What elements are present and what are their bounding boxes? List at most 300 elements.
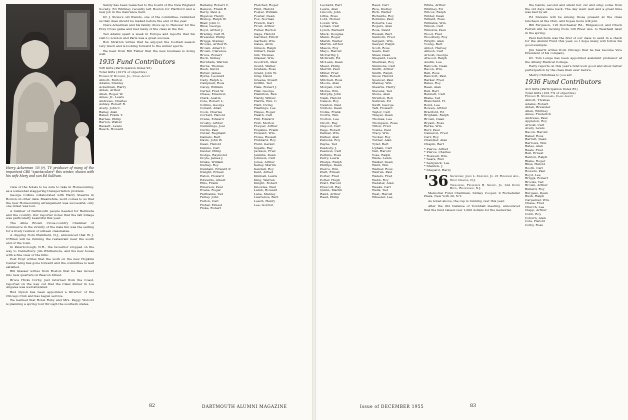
fund-subtitle2-1935: Total Gifts (101% of objective) [99,70,147,75]
contributor-name: Kent, Alfred [254,171,273,175]
class-treasurer: Treasurer, Frederick B. Seelye, Jr. 124 Upper Blvd., Ridgewood, N.J. [449,182,520,191]
contributor-name: Norris, Wm. [320,114,340,118]
contributor-name: Bullard, Roy [525,188,545,192]
contributor-name: Vail, Harold [372,150,391,154]
contributor-name: Platt, Ernest [320,171,340,175]
contributor-name: Payne, Ted [320,142,337,146]
contributor-name: Tyler, Bert [372,142,389,146]
contributor-name: Benton, Ralph [525,155,548,159]
contributor-name: Little, Ross [320,14,338,18]
fund-subtitle-1936: 413 Gifts (Participation Index 85) [525,86,578,91]
contributor-name: Simmons, Carl [372,64,396,68]
contributor-name: Crane, Edward [200,118,224,121]
right-page-number: 83 [470,404,477,409]
fund-names-1936 [525,99,622,227]
contributor-name: Abbott, Burton [99,78,123,82]
contributor-name: Arnold, George [424,53,448,57]
contributor-name: Cady, Ralph A. [200,78,223,82]
contributor-name: Warren, Paul [372,171,393,175]
contributor-name: Campbell, Ross [200,82,225,86]
contributor-name: Warner, Ross [372,167,393,171]
fund-subtitle2-1936: Total Gifts (102.7% of objective) [525,90,576,95]
paragraph: Clare Ackerman and his family drove up to Hanover for the Holy Cross game and met many of the class at the Inn. [99,23,195,32]
contributor-name: Howe, Russell [254,135,277,139]
left-col2-text [99,4,195,57]
contributor-name: Morse, Wm. [320,89,339,93]
contributor-name: Bigelow, Henry [200,14,224,18]
contributor-name: Burke, Wm. [424,125,443,129]
class-officers [450,174,520,190]
contributor-name: Young, Bert [424,43,443,47]
contributor-name: Leach, Henry [254,199,276,203]
contributor-name: Brooks, Arthur B. [200,43,228,47]
contributor-name: Bowen, Arthur [424,107,447,111]
contributor-name: Hopkins, Frank [254,128,279,132]
contributor-name: Thomas, Lee [372,118,392,121]
contributor-name: Glasser, Wm. [254,57,275,61]
contributor-name: Clapp, Arthur [525,209,547,213]
contributor-name: Upham, Carl [372,146,393,150]
contributor-name: Barton, Walter [99,121,122,125]
contributor-name: Noble, Frank [320,110,341,114]
contributor-name: Bliss, George [200,25,221,29]
contributor-name: Willard, Ross [424,18,445,22]
contributor-name: Corbett, Harold [200,114,225,118]
contributor-name: * Pierce, Alfred [424,147,449,151]
contributor-name: Brooks, Ted [525,180,544,184]
fund-heading-1936: 1936 Fund Contributors [525,79,602,87]
paragraph: Jim Swartz writes from Chicago that he has become Vice President of his company. [525,47,622,56]
contributor-name: Ellis, Frank [200,182,219,186]
contributor-name: Gibson, Ralph [254,46,277,50]
contributor-name: Blake, Roger [525,159,546,163]
contributor-name: Tracy, Wm. [372,132,390,136]
contributor-name: Cook, Charles [200,110,223,114]
contributor-name: Kelley, Martin [254,164,276,168]
contributor-name: Burgess, Dean [525,191,548,195]
contributor-name: Burr, Paul [424,128,440,132]
contributor-name: Briggs, Stanley [200,39,225,43]
contributor-name: Mead, Philip [320,64,340,68]
contributor-name: Lyman, Carl [320,25,340,29]
contributor-name: Winslow, Paul [424,28,446,32]
contributor-name: Bates, Alan [525,145,543,149]
contributor-name: Butler, James [200,71,221,75]
contributor-name: Bishop, Ralph W. [200,18,227,22]
contributor-name: Dodge, Raymond [200,153,227,157]
contributor-name: Chapin, Bert [424,142,444,146]
contributor-name: Hooper, Arthur [254,125,278,129]
contributor-name: Lovell, Wm. [320,21,339,25]
contributor-name: Carpenter, Wm. [525,198,550,202]
contributor-name: Marsh, Walter [320,39,343,43]
contributor-name: Dwight, Ernest [200,171,224,175]
name-list-right-a [320,4,368,200]
contributor-name: Andrews, Paul [525,116,548,120]
contributor-name: Andrews, Charles [99,99,127,103]
contributor-name: Nichols, Dean [320,107,342,111]
paragraph: As noted above, the cup is running over this year. [428,199,505,204]
contributor-name: Bennett, Carl [424,93,446,97]
contributor-name: Booth, Carl [525,166,543,170]
contributor-name: Kimball, Lewis [254,175,278,178]
contributor-name: Osgood, Carl [320,125,341,129]
class-secretary: Secretary, John L. Sweeney, Jr. 21 Ridgeway Ave., West Orange, N.J. [449,174,520,183]
contributor-name: Gilbert, Dean [254,50,276,54]
contributor-name: Fiske, Robert [200,207,222,211]
paragraph: After the Old Defense of Townhall meeting, announced that the fund raised over 1,000 dollars for the memorial. [424,203,520,212]
contributor-name: Ames, Frederick [525,113,551,117]
right-column-3 [525,4,622,402]
contributor-name: Woodbury, Roy [424,36,448,40]
left-col1-text [6,186,94,307]
class-notes-36 [424,192,520,212]
contributor-name: Frost, Arthur [254,25,275,29]
contributor-name: Eaton, Howard [200,175,224,178]
contributor-name: Pierce, Wm. [320,167,340,171]
contributor-name: Rogers, Alan [372,25,393,29]
contributor-name: Brewster, Philip [200,36,226,40]
contributor-name: Pearson, Carl [320,150,342,154]
contributor-name: Goodrich, Paul [254,61,278,64]
contributor-name: Ball, Ross [424,71,440,75]
contributor-name: Allison, Carl [424,50,444,54]
contributor-name: Spencer, Paul [372,78,394,82]
page-gutter [312,0,316,420]
contributor-name: West, Harold [372,192,393,196]
contributor-name: Swift, George [372,103,394,107]
contributor-name: Blake, Ted [424,96,441,100]
contributor-name: Snow, Harold [372,75,394,79]
contributor-name: Conant, Allan [200,107,222,111]
right-running-head: Issue of DECEMBER 1955 [360,404,424,409]
contributor-name: Dunham, Edward P. [200,167,231,171]
contributor-name: Cameron, Fred [424,132,448,136]
contributor-name: Rice, Dudley [372,7,392,11]
contributor-name: Blanchard, H. [424,100,446,104]
contributor-name: Perkins, Ross [320,153,342,157]
contributor-name: Wood, Fred [424,32,443,36]
contributor-name: Boyd, Arthur J. [200,28,224,32]
contributor-name: Coburn, Alan [525,216,546,220]
contributor-name: Doyle, James J. [200,157,224,161]
contributor-name: Howard, Wm. [254,132,276,136]
contributor-name: Avery, Lewis [525,127,545,131]
contributor-name: Gill, Thomas [254,53,274,57]
contributor-name: Blair, John C. [200,21,221,25]
contributor-name: Jenkins, Dean [254,153,276,157]
contributor-name: Mason, Roy [320,46,339,50]
contributor-name: Allen, Roger W. [99,92,124,96]
contributor-name: Bradford, Ed [424,110,445,114]
right-column-2 [424,4,520,402]
contributor-name: Smith, Ralph [372,71,393,75]
contributor-name: Carr, Roy [424,135,439,139]
name-list-right-c [424,4,520,147]
contributor-name: Hastings, Lee [254,107,276,111]
contributor-name: Lincoln, John [320,11,341,15]
contributor-name: Weeks, Carl [372,185,391,189]
contributor-name: Peabody, J. [320,146,337,150]
contributor-name: Adams, Robert [525,102,549,106]
paragraph: Bud Dyson has been appointed a Director of the Chicago Club and has begun service. [6,289,94,298]
contributor-name: Brigham, Ralph [424,114,449,118]
contributor-name: Cole, Harold [525,220,545,224]
contributor-name: Mitchell, Ross [320,78,343,82]
contributor-name: Griffin, Ted [254,82,272,86]
contributor-name: Alden, Arthur [99,89,121,93]
contributor-name: Arnold, Carl [525,123,545,127]
contributor-name: Shaw, Dean [372,53,391,57]
contributor-name: Barrows, Wm. [525,141,548,145]
fund-names-1935 [99,79,195,132]
contributor-name: Wright, Alan [424,39,444,43]
contributor-name: Berry, Paul A. [200,11,222,15]
right-column-1a [320,4,368,402]
paragraph: In Peterborough, N.H., the Governor stopped on the way to Canterbury. Jim Whittemore, and his new house with a fine view of the hills. [6,245,94,257]
contributor-name: Avery, John C. [99,107,121,111]
left-column-1 [6,186,94,402]
paragraph: Post Hoyt writes that the work on the new Hopkins Center wing has gone forward and the committee is well satisfied. [6,257,94,269]
paragraph: The Albie Brown Cross-country Chamber of Commerce in the vicinity of the Gala Inn was the setting for a lively reunion of sixteen classmates. [6,221,94,233]
contributor-name: Harris, Wm. C. [254,100,278,104]
contributor-name: McCarthy, J. [320,53,340,57]
contributor-name: Baker, Ross [525,134,544,138]
contributor-name: Moore, Alan [320,82,340,86]
paragraph: the bands, second and silent but cut and sing; some from the old days came back. The day went well and a great time was had by all. [525,4,622,15]
photo-image [6,4,94,164]
contributor-name: Nelson, Roy [320,100,339,104]
contributor-name: Emerson, Paul [200,185,223,189]
paragraph: Ted Adams spent a week in Europe and reports that his visit to London and Paris was a great success. [99,31,195,40]
contributor-name: Palmer, Wm. [320,132,340,136]
contributor-name: Bailey, Alan [99,110,118,114]
contributor-name: Church, Lee [525,205,545,209]
contributor-name: Felton, Carl [200,199,219,203]
contributor-name: Knight, Robert [254,182,278,186]
contributor-name: Ward, Wm. [372,164,390,168]
contributor-name: Newton, Paul [320,103,342,107]
contributor-name: Ross, David [372,28,391,32]
contributor-name: Briggs, Robert [525,177,548,181]
contributor-name: Bancroft, Paul [424,75,447,79]
contributor-name: Gage, Harold [254,32,275,36]
contributor-name: Read, Philip [320,196,339,200]
contributor-name: Phillips, Dean [320,164,342,168]
contributor-name: Hubbard, Roy [254,139,276,143]
contributor-name: Bacon, Harold [525,131,548,135]
contributor-name: Murphy, John [320,93,342,97]
contributor-name: * Roswell, Wm. [424,154,448,158]
contributor-name: Grant, John W. [254,71,277,75]
contributor-name: Ingalls, Ray [254,146,273,150]
contributor-name: Garfield, Wm. [254,39,276,43]
contributor-name: Webb, Roy [372,178,389,182]
contributor-name: Sherman, Roy [372,61,395,64]
contributor-name: Boyd, Lee [525,173,541,177]
contributor-name: Porter, Fred [320,175,339,178]
contributor-name: Farley, John [200,196,219,200]
contributor-name: Robbins, Paul [372,18,394,22]
contributor-name: Hall, George [254,89,274,93]
class-heading-36 [424,174,520,190]
contributor-name: Adams, Stanley [99,82,124,86]
contributor-name: Evans, Roger [200,189,221,193]
contributor-name: Stearns, Harry [372,85,396,89]
contributor-name: Bradley, Carl H. [200,32,226,36]
contributor-name: Ames, Jr., Lewis [99,96,124,100]
contributor-name: Graham, Ross [254,68,276,72]
contributor-name: Mills, Robert [320,75,341,79]
contributor-name: Rand, Arthur [320,192,341,196]
left-column-2 [99,4,195,402]
contributor-name: Heath, Carl [254,114,273,118]
right-column-1b [372,4,420,402]
contributor-name: Buck, Sidney [200,57,221,61]
contributor-name: Towne, Paul [372,128,391,132]
contributor-name: Taylor, Carl [372,110,391,114]
contributor-name: Stone, Alan [372,93,391,97]
contributor-name: Williams, Wm. [424,21,447,25]
contributor-name: Hart, Irving [254,103,273,107]
contributor-name: Lynch, Bernard [320,28,345,32]
contributor-name: Sullivan, Ed [372,100,391,104]
paragraph: Bob Stratton writes that he enjoyed the football season very much and is looking forward to the winter sports. [99,40,195,48]
contributor-name: Merrill, Paul [320,68,340,72]
contributor-name: Bates, Roy [424,82,441,86]
contributor-name: Prescott, Ray [320,185,342,189]
contributor-name: Byrne, Leonard [200,75,225,79]
contributor-name: Fairbanks, Ted [200,192,224,196]
contributor-name: Thompson, Ross [372,121,398,125]
contributor-name: * Sedgwick, Lee [424,161,450,165]
contributor-name: Hill, Edward [254,118,274,121]
contributor-name: Taft, Howard [372,107,393,111]
contributor-name: Martin, Arthur [320,43,344,47]
class-notes-continued [525,4,622,77]
contributor-name: Brown, Dean [424,118,445,121]
paragraph: Bruce Hicks Corby, just returned from the Coast, reported on the way out that the Class dinner in Los Angeles was well attended. [6,277,94,290]
contributor-name: Shepard, Lewis [372,57,397,61]
contributor-name: Hardy, Wilbur [254,96,276,100]
contributor-name: Rich, Walter [372,11,392,15]
contributor-name: Cummings, Joel [200,125,225,129]
contributor-name: Brown, Arthur [525,184,548,188]
contributor-name: Appleton, Roy [525,120,548,124]
contributor-name: Abbott, Thomas [525,98,550,102]
paragraph: Ed Stevens will be among those present at the class luncheon at the Club, and hopes more will join. [525,15,622,23]
contributor-name: Gray, David [254,75,273,79]
contributor-name: Colby, Ross [525,223,543,227]
paragraph: Dr. J. Stone's old friends, one of the committee, reminded us that dues should be mailed before the end of the year. [99,15,195,23]
contributor-name: Abbot, Harvey [424,46,447,50]
contributor-name: Chandler, Alan [424,139,448,143]
paragraph: We learned that Hotel Ruby and Mrs. Peggy Wolcott is planning a spring tour through the southern states. [6,298,94,306]
name-list-right-b [372,4,420,200]
contributor-name: Fuller, Burton [254,28,276,32]
contributor-name: Phelps, Ralph [320,160,342,164]
contributor-name: Austin, Lee [424,61,442,64]
contributor-name: Davis, John W. [200,139,223,143]
contributor-name: Clark, Austin [200,96,221,100]
contributor-name: Lane, Stanley [254,192,276,196]
contributor-name: Lamb, Howard [254,189,278,193]
contributor-name: Chase, Emerson [200,93,226,97]
contributor-name: Mann, Roger [320,36,341,40]
contributor-name: Bliss, Harold [525,163,546,167]
contributor-name: Webster, Alan [372,182,394,186]
contributor-name: Wade, Lewis [372,157,392,161]
contributor-name: McGrath, Ed. [320,57,342,61]
contributor-name: Fowler, Dean [254,14,275,18]
contributor-name: Fletcher, Roger [254,4,279,7]
contributor-name: Burnham, Warren [200,61,229,64]
left-page [6,4,306,410]
contributor-name: Tucker, Roy [372,135,391,139]
contributor-name: Ashley, Robert R. [99,103,126,107]
name-list-left-b [254,4,304,207]
contributor-name: Bryant, Ross [424,121,444,125]
contributor-name: Sears, Karl [372,50,390,54]
contributor-name: Holt, Morton [254,121,275,125]
paragraph: Memorial Fund Chairman, Sidney Cooper, 9 Rockefeller Plaza, New York 20, N.Y. [424,190,520,199]
contributor-name: Whitney, Ed [424,7,443,11]
contributor-name: Chase, Fred [525,202,545,206]
contributor-name: Cole, Robert L. [200,100,224,104]
contributor-name: Gould, Walter [254,64,276,68]
contributor-name: Beals, Fred [525,148,543,152]
paragraph: Merry Christmas to you all! [529,72,572,77]
contributor-name: Hale, Robert J. [254,85,278,89]
contributor-name: Brown, Clarence [200,50,227,54]
contributor-name: Dudley, Roy [200,164,219,168]
contributor-name: Russell, Bert [372,32,393,36]
contributor-name: Fisher, Ernest [200,203,223,207]
contributor-name: Babcock, Dean [424,64,448,68]
contributor-name: Bean, Alan [424,85,441,89]
contributor-name: White, Arthur [424,4,446,7]
left-running-head: DARTMOUTH ALUMNI MAGAZINE [202,404,288,409]
contributor-name: French, Karl [254,21,274,25]
contributor-name: Potter, Hugh [320,178,340,182]
fund-agent-1935: Edward P. Dunham, Jr., Class Agent [99,73,150,78]
paragraph: A number of Dartmouth people headed for Bermuda and the country. Our reporter notes that the fall foliage was particularly beautiful this year. [6,209,94,221]
photo-caption: Harry Ackerman '35 (r), TV producer of many of the important CBS "spectaculars" this winter, shown with his wife Mary and son Ed Sullivan. [6,166,94,178]
paragraph: view of the hotels to be sure to take in Homecoming, as a somewhat staggering transportation problem. [6,186,94,193]
contributor-name: Roberts, Lee [372,21,392,25]
contributor-name: Daniels, Bert [200,135,221,139]
contributor-name: Sawyer, Ralph [372,43,395,47]
contributor-name: Olcott, Ray [320,121,338,125]
contributor-name: Quinn, Martin [320,189,343,193]
left-column-3 [200,4,250,402]
contributor-name: Atwood, Ralph [424,57,447,61]
contributor-name: Lord, Homer [320,18,341,22]
contributor-name: Bacon, Wm. [424,68,443,72]
contributor-name: Miller, Fred [320,71,339,75]
contributor-name: Alden, Brewster [525,106,551,110]
fund-agent-1936: Hudson B. Stoddard, Class Agent [525,94,573,99]
contributor-name: Bruce, Robert [200,53,223,57]
contributor-name: Drake, William [200,160,224,164]
contributor-name: Walker, Dean [372,160,393,164]
contributor-name: Stanley, Wm. [372,82,393,86]
paragraph: Early reports on this year's fund look good and show better participation by the class than ever before. [525,64,622,73]
contributor-name: Lewis, Alan [320,7,339,11]
contributor-name: Thayer, Dean [372,114,393,118]
contributor-name: Richards, Roy [372,14,394,18]
contributor-name: Foster, William [254,11,278,15]
